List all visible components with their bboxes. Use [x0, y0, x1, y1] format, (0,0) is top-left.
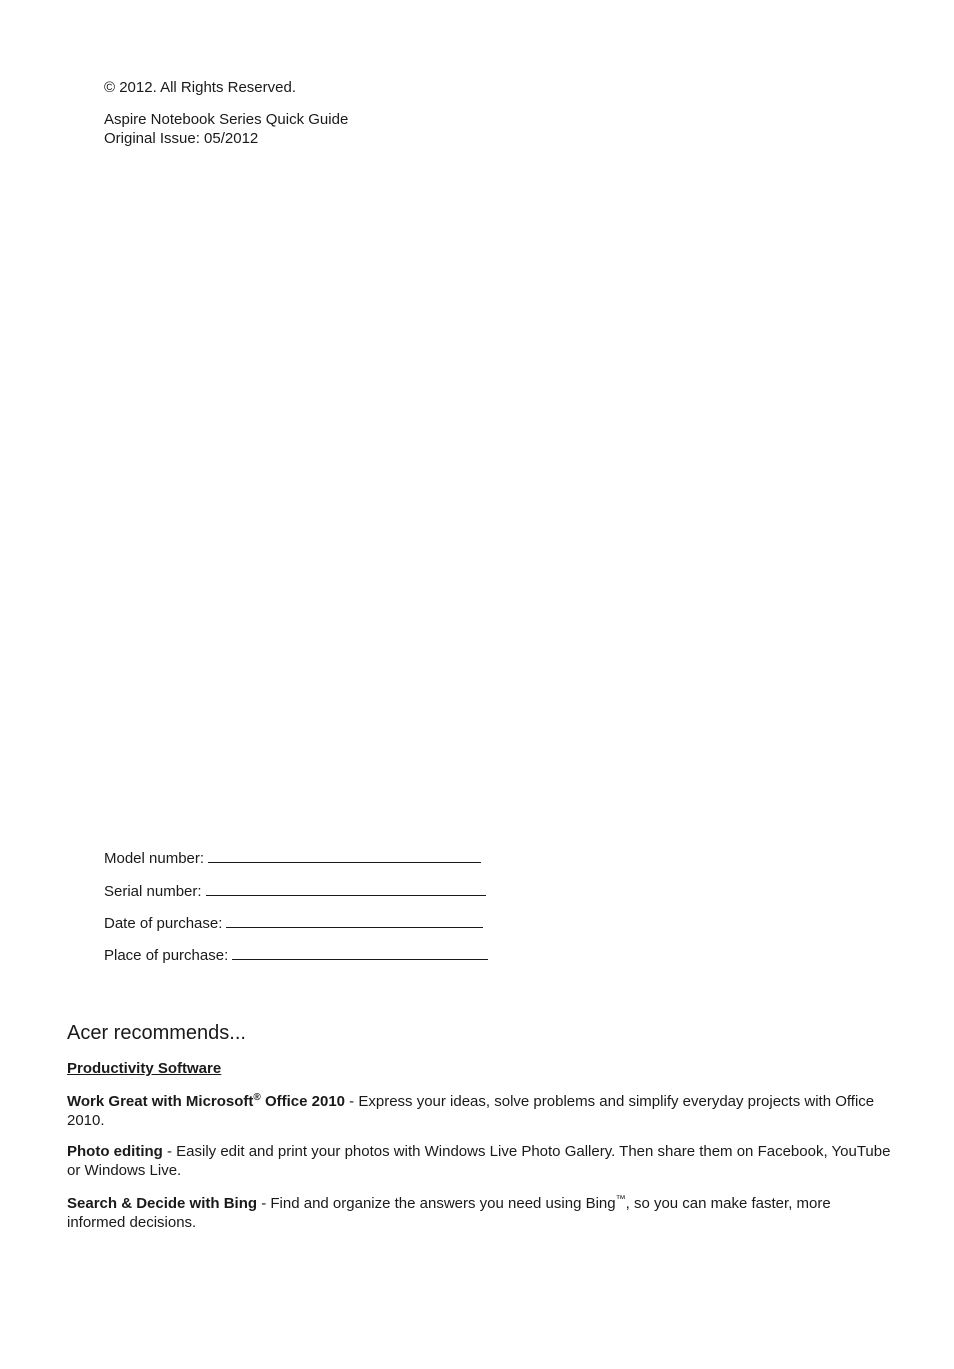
photo-editing-description: - Easily edit and print your photos with Windows Live Photo Gallery. Then share them on Facebook, YouTube or Windows Live. [67, 1143, 891, 1179]
original-issue: Original Issue: 05/2012 [104, 130, 259, 147]
photo-editing-recommendation [67, 1142, 892, 1180]
office-title: Work Great with Microsoft® Office 2010 [67, 1092, 346, 1110]
bing-title: Search & Decide with Bing [67, 1195, 258, 1212]
photo-editing-title: Photo editing [67, 1143, 163, 1160]
bing-description: - Find and organize the answers you need using Bing™, so you can make faster, more informed decisions. [67, 1194, 831, 1231]
place-of-purchase-blank [232, 945, 488, 960]
date-of-purchase-label: Date of purchase: [104, 915, 223, 932]
bing-recommendation [67, 1194, 892, 1232]
serial-number-blank [206, 881, 486, 896]
model-number-label: Model number: [104, 850, 205, 867]
date-of-purchase-row [104, 913, 483, 933]
copyright-notice: © 2012. All Rights Reserved. [104, 79, 296, 96]
date-of-purchase-blank [226, 913, 483, 928]
office-recommendation [67, 1092, 892, 1130]
model-number-blank [208, 848, 481, 863]
place-of-purchase-label: Place of purchase: [104, 947, 229, 964]
productivity-software-subheading: Productivity Software [67, 1060, 222, 1077]
guide-title: Aspire Notebook Series Quick Guide [104, 111, 349, 128]
place-of-purchase-row [104, 945, 488, 965]
model-number-row [104, 848, 481, 868]
trademark-mark: ™ [615, 1194, 626, 1205]
serial-number-row [104, 881, 486, 901]
recommends-heading: Acer recommends... [67, 1022, 246, 1044]
serial-number-label: Serial number: [104, 883, 202, 900]
office-description: - Express your ideas, solve problems and simplify everyday projects with Office 2010. [67, 1093, 875, 1129]
registered-mark: ® [253, 1092, 261, 1103]
